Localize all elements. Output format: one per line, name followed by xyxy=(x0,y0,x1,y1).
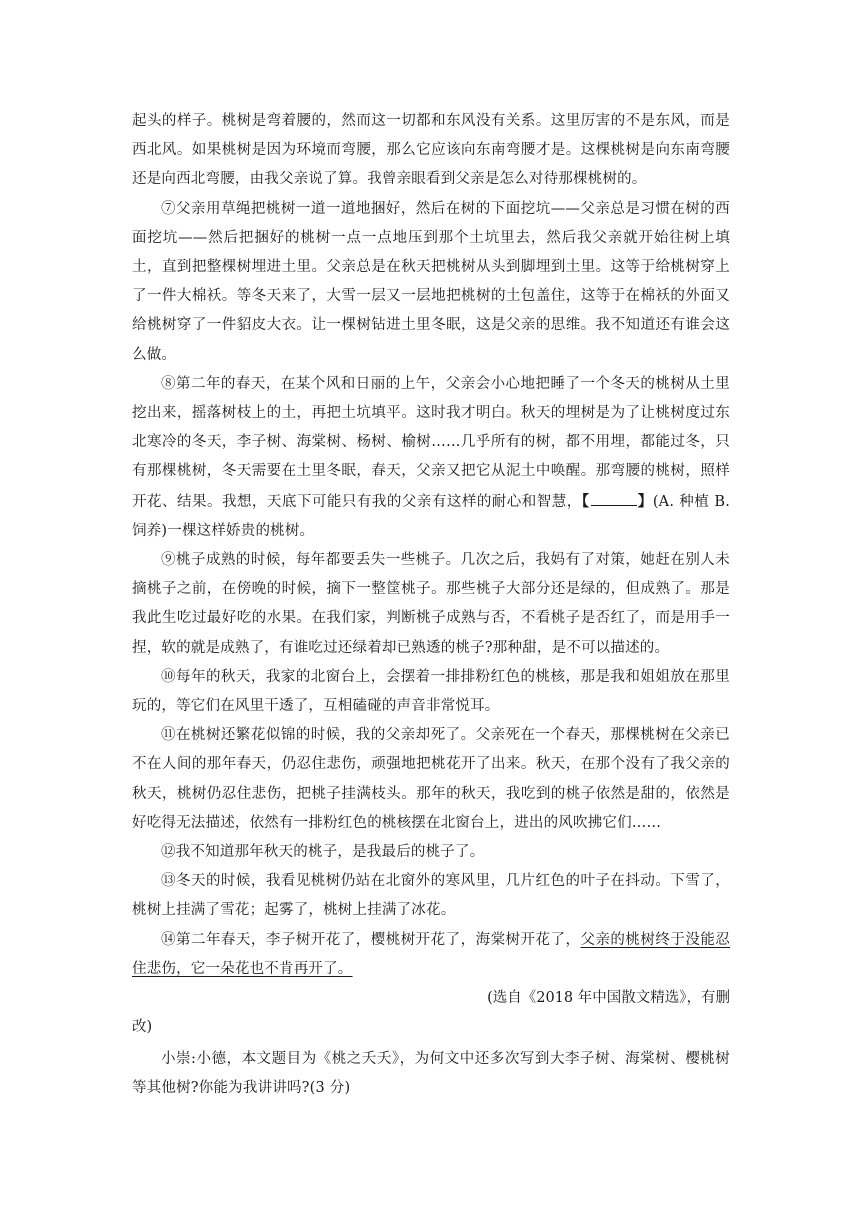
paragraph-8 xyxy=(132,370,730,546)
underlined-sentence: 父亲的桃树终于没能忍住悲伤，它一朵花也不肯再开了。 xyxy=(132,931,730,977)
paragraph-continued: 起头的样子。桃树是弯着腰的，然而这一切都和东风没有关系。这里厉害的不是东风，而是西北风。如果桃树是因为环境而弯腰，那么它应该向东南弯腰才是。这棵桃树是向东南弯腰还是向西北弯腰，由我父亲说了算。我曾亲眼看到父亲是怎么对待那棵桃树的。 xyxy=(132,113,730,188)
bracket-close: 】 xyxy=(637,492,653,510)
paragraph-11: ⑪在桃树还繁花似锦的时候，我的父亲却死了。父亲死在一个春天，那棵桃树在父亲已不在人间的那年春天，仍忍住悲伤，顽强地把桃花开了出来。秋天，在那个没有了我父亲的秋天，桃树仍忍住悲伤，把桃子挂满枝头。那年的秋天，我吃到的桃子依然是甜的，依然是好吃得无法描述，依然有一排粉红色的桃核摆在北窗台上，进出的风吹拂它们…… xyxy=(132,727,730,831)
paragraph-8-options: (A. 种植 B. 饲养)一棵这样娇贵的桃树。 xyxy=(132,493,731,539)
bracket-open: 【 xyxy=(581,492,590,510)
paragraph-8-text: ⑧第二年的春天，在某个风和日丽的上午，父亲会小心地把睡了一个冬天的桃树从土里挖出来，摇落树枝上的土，再把土坑填平。这时我才明白。秋天的埋树是为了让桃树度过东北寒冷的冬天，李子树、海棠树、杨树、榆树……几乎所有的树，都不用埋，都能过冬，只有那棵桃树，冬天需要在土里冬眠，春天，父亲又把它从泥土中唤醒。那弯腰的桃树，照样开花、结果。我想，天底下可能只有我的父亲有这样的耐心和智慧， xyxy=(132,375,730,510)
paragraph-7: ⑦父亲用草绳把桃树一道一道地捆好，然后在树的下面挖坑——父亲总是习惯在树的西面挖坑——然后把捆好的桃树一点一点地压到那个土坑里去，然后我父亲就开始往树上填土，直到把整棵树埋进土里。父亲总是在秋天把桃树从头到脚埋到土里。这等于给桃树穿上了一件大棉袄。等冬天来了，大雪一层又一层地把桃树的土包盖住，这等于在棉袄的外面又给桃树穿了一件貂皮大衣。让一棵树钻进土里冬眠，这是父亲的思维。我不知道还有谁会这么做。 xyxy=(132,200,730,363)
paragraph-12: ⑫我不知道那年秋天的桃子，是我最后的桃子了。 xyxy=(161,844,485,861)
fill-in-blank[interactable] xyxy=(591,491,637,506)
question-text: 小崇:小德，本文题目为《桃之夭夭》，为何文中还多次写到大李子树、海棠树、樱桃树等其他树?你能为我讲讲吗?(3 分) xyxy=(132,1050,730,1096)
document-page xyxy=(132,107,730,1103)
paragraph-13: ⑬冬天的时候，我看见桃树仍站在北窗外的寒风里，几片红色的叶子在抖动。下雪了，桃树上挂满了雪花；起雾了，桃树上挂满了冰花。 xyxy=(132,873,730,919)
source-citation: (选自《2018 年中国散文精选》，有删 xyxy=(487,990,730,1007)
paragraph-14-text: ⑭第二年春天，李子树开花了，樱桃树开花了，海棠树开花了， xyxy=(161,931,581,948)
paragraph-9: ⑨桃子成熟的时候，每年都要丢失一些桃子。几次之后，我妈有了对策，她赶在别人未摘桃子之前，在傍晚的时候，摘下一整筐桃子。那些桃子大部分还是绿的，但成熟了。那是我此生吃过最好吃的水果。在我们家，判断桃子成熟与否，不看桃子是否红了，而是用手一捏，软的就是成熟了，有谁吃过还绿着却已熟透的桃子?那种甜，是不可以描述的。 xyxy=(132,552,730,656)
paragraph-14 xyxy=(132,926,730,984)
paragraph-10: ⑩每年的秋天，我家的北窗台上，会摆着一排排粉红色的桃核，那是我和姐姐放在那里玩的，等它们在风里干透了，互相磕碰的声音非常悦耳。 xyxy=(132,668,730,715)
source-citation-continued: 改) xyxy=(132,1019,153,1036)
